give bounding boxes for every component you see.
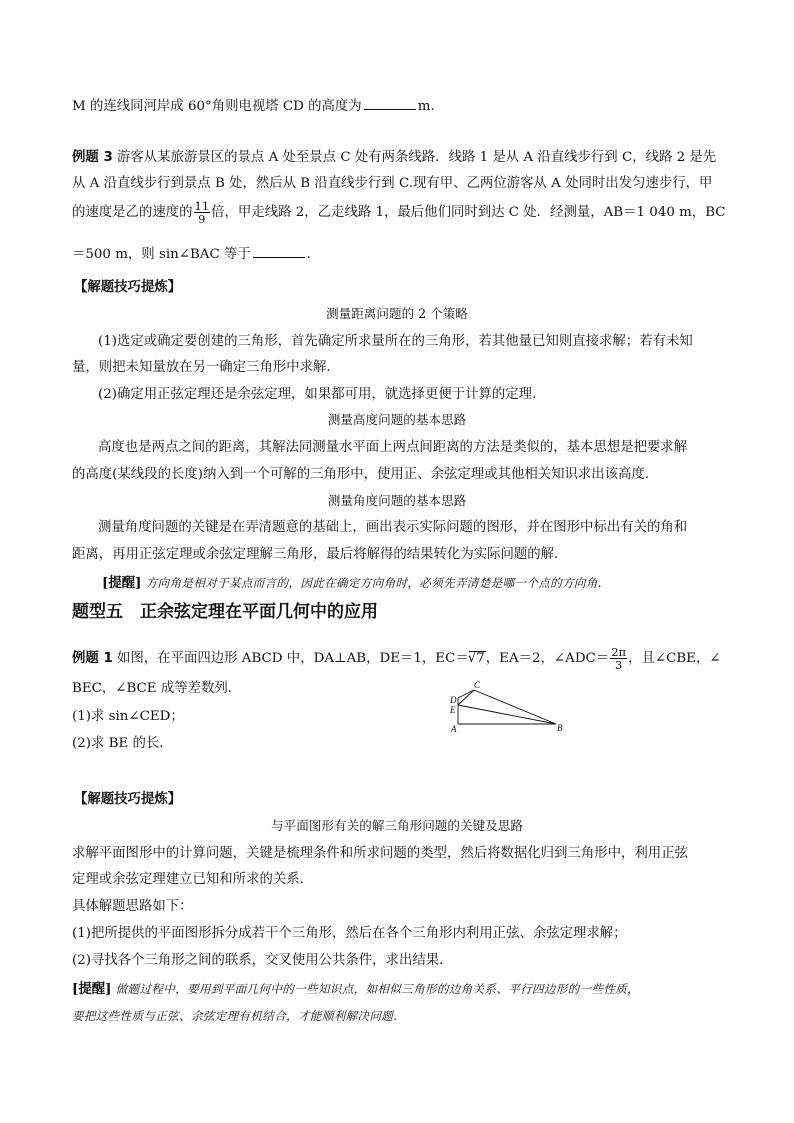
fraction-11-9: $\frac{11}{9}$ — [194, 199, 210, 227]
tips-subheading: 测量角度问题的基本思路 — [327, 493, 467, 508]
tips-paragraph: 量，则把未知量放在另一确定三角形中求解． — [72, 360, 340, 375]
tips-paragraph: (2)寻找各个三角形之间的联系，交叉使用公共条件，求出结果． — [72, 953, 453, 968]
example1-line1: 例题 1 如图，在平面四边形 ABCD 中，DA⊥AB，DE＝1，EC＝√7，EA＝2，∠ADC＝ $\frac{2\pi}{3}$ ，且∠CBE，∠ — [72, 645, 721, 673]
tips-paragraph: (1)选定或确定要创建的三角形，首先确定所求量所在的三角形，若其他量已知则直接求解；若有未知 — [98, 334, 693, 349]
example1-label: 例题 1 — [72, 651, 113, 667]
reminder-note: [提醒] 做题过程中，要用到平面几何中的一些知识点，如相似三角形的边角关系、平行四边形的一些性质， — [72, 981, 640, 997]
answer-blank[interactable] — [364, 98, 416, 110]
reminder-note-cont: 要把这些性质与正弦、余弦定理有机结合，才能顺利解决问题． — [72, 1009, 406, 1023]
tips-paragraph: (1)把所提供的平面图形拆分成若干个三角形，然后在各个三角形内利用正弦、余弦定理求解； — [72, 926, 627, 941]
reminder-note: [提醒] 方向角是相对于某点而言的，因此在确定方向角时，必须先弄清楚是哪一个点的方向角． — [102, 575, 610, 591]
continued-line: M 的连线同河岸成 60°角则电视塔 CD 的高度为 m. — [72, 99, 435, 114]
fraction-2pi-3: $\frac{2\pi}{3}$ — [611, 645, 627, 673]
answer-blank[interactable] — [253, 246, 305, 258]
tips-subheading: 与平面图形有关的解三角形问题的关键及思路 — [271, 818, 523, 833]
example3-label: 例题 3 — [72, 150, 113, 165]
example1-question1: (1)求 sin∠CED； — [72, 709, 184, 724]
label-a: A — [451, 724, 457, 734]
tips-paragraph: 高度也是两点之间的距离，其解法同测量水平面上两点间距离的方法是类似的，基本思想是把要求解 — [98, 440, 688, 455]
tips-paragraph: 的高度(某线段的长度)纳入到一个可解的三角形中，使用正、余弦定理或其他相关知识求出该高度． — [72, 467, 659, 482]
section-title: 题型五 正余弦定理在平面几何中的应用 — [72, 602, 378, 622]
segment-eb — [458, 705, 556, 724]
tips-subheading: 测量高度问题的基本思路 — [327, 412, 467, 427]
tips-paragraph: 定理或余弦定理建立已知和所求的关系． — [72, 872, 314, 887]
tips-paragraph: 距离，再用正弦定理或余弦定理解三角形，最后将解得的结果转化为实际问题的解． — [72, 547, 568, 562]
label-d: D — [450, 695, 457, 705]
example3-line1: 例题 3 游客从某旅游景区的景点 A 处至景点 C 处有两条线路．线路 1 是从 A 沿直线步行到 C，线路 2 是先 — [72, 150, 717, 165]
tips-heading: 【解题技巧提炼】 — [74, 791, 182, 807]
geometry-figure — [444, 680, 584, 740]
tips-paragraph: 求解平面图形中的计算问题，关键是梳理条件和所求问题的类型，然后将数据化归到三角形中，利用正弦 — [72, 846, 688, 861]
segment-cb — [474, 690, 556, 724]
segment-ec — [458, 690, 474, 705]
tips-paragraph: 测量角度问题的关键是在弄清题意的基础上，画出表示实际问题的图形，并在图形中标出有关的角和 — [98, 520, 688, 535]
segment-dc — [458, 690, 474, 698]
example1-question2: (2)求 BE 的长． — [72, 736, 173, 751]
tips-paragraph: (2)确定用正弦定理还是余弦定理，如果都可用，就选择更便于计算的定理． — [98, 387, 546, 402]
example3-line2: 从 A 沿直线步行到景点 B 处，然后从 B 沿直线步行到 C.现有甲、乙两位游客从 A 处同时出发匀速步行，甲 — [72, 176, 713, 191]
label-c: C — [474, 680, 481, 690]
example3-line3: 的速度是乙的速度的 $\frac{11}{9}$ 倍，甲走线路 2，乙走线路 1，最后他们同时到达 C 处．经测量，AB＝1 040 m，BC — [72, 199, 726, 227]
tips-subheading: 测量距离问题的 2 个策略 — [326, 306, 468, 321]
tips-heading: 【解题技巧提炼】 — [74, 279, 182, 295]
label-e: E — [450, 705, 456, 715]
tips-paragraph: 具体解题思路如下： — [72, 899, 193, 914]
example3-line4: ＝500 m，则 sin∠BAC 等于 ． — [72, 247, 321, 262]
sqrt-7: √7 — [467, 651, 485, 667]
example1-line2: BEC，∠BCE 成等差数列． — [72, 681, 242, 696]
label-b: B — [557, 723, 563, 733]
